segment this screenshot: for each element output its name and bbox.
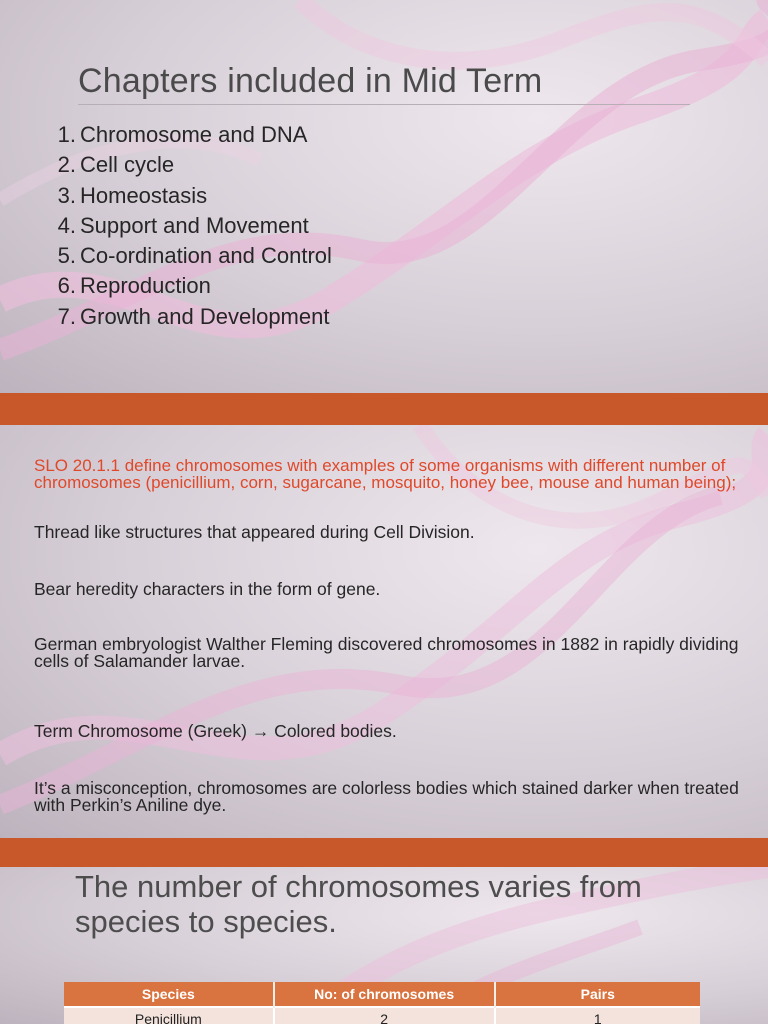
- list-number: 4.: [57, 212, 76, 238]
- column-header: No: of chromosomes: [274, 982, 495, 1007]
- slo-heading: SLO 20.1.1 define chromosomes with examples of some organisms with different number of chromosomes (penicillium, corn, sugarcane, mosquito, honey bee, mouse and human being);: [34, 456, 737, 492]
- list-number: 3.: [57, 182, 76, 208]
- chapter-list: [32, 120, 332, 332]
- slide-separator-bar: [0, 838, 768, 867]
- list-label: Homeostasis: [80, 182, 208, 208]
- table-cell: Penicillium: [64, 1007, 274, 1024]
- page-title: Chapters included in Mid Term: [78, 62, 543, 100]
- list-number: 5.: [57, 243, 76, 269]
- list-label: Reproduction: [80, 273, 211, 299]
- list-item: [32, 271, 332, 301]
- list-item: [32, 302, 332, 332]
- chromosome-table: [64, 982, 700, 1024]
- list-label: Support and Movement: [80, 212, 309, 238]
- table-cell: 2: [274, 1007, 495, 1024]
- list-item: [32, 120, 332, 150]
- list-number: 1.: [57, 122, 76, 147]
- list-number: 2.: [57, 152, 76, 178]
- paragraph: Thread like structures that appeared during Cell Division.: [34, 522, 475, 542]
- slide-chromosome-numbers: [0, 867, 768, 1024]
- column-header: Species: [64, 982, 274, 1007]
- list-number: 6.: [57, 273, 76, 299]
- list-label: Cell cycle: [80, 152, 175, 178]
- slide-title: The number of chromosomes varies from species to species.: [75, 869, 642, 939]
- list-label: Growth and Development: [80, 303, 330, 329]
- list-label: Chromosome and DNA: [80, 122, 308, 147]
- column-header: Pairs: [495, 982, 700, 1007]
- title-divider: [78, 104, 690, 105]
- list-number: 7.: [57, 303, 76, 329]
- paragraph: German embryologist Walther Fleming discovered chromosomes in 1882 in rapidly dividing cells of Salamander larvae.: [34, 634, 739, 671]
- list-item: [32, 150, 332, 180]
- paragraph: Bear heredity characters in the form of gene.: [34, 579, 381, 599]
- list-item: [32, 211, 332, 241]
- slide-chromosome-definition: [0, 425, 768, 838]
- table-row: [64, 1007, 700, 1024]
- table-cell: 1: [495, 1007, 700, 1024]
- list-item: [32, 241, 332, 271]
- slide-chapters: [0, 0, 768, 393]
- slide-separator-bar: [0, 393, 768, 425]
- list-label: Co-ordination and Control: [80, 243, 332, 269]
- table-header-row: [64, 982, 700, 1007]
- paragraph: It’s a misconception, chromosomes are colorless bodies which stained darker when treated with Perkin’s Aniline dye.: [34, 778, 739, 815]
- paragraph: Term Chromosome (Greek) → Colored bodies.: [34, 721, 397, 741]
- list-item: [32, 181, 332, 211]
